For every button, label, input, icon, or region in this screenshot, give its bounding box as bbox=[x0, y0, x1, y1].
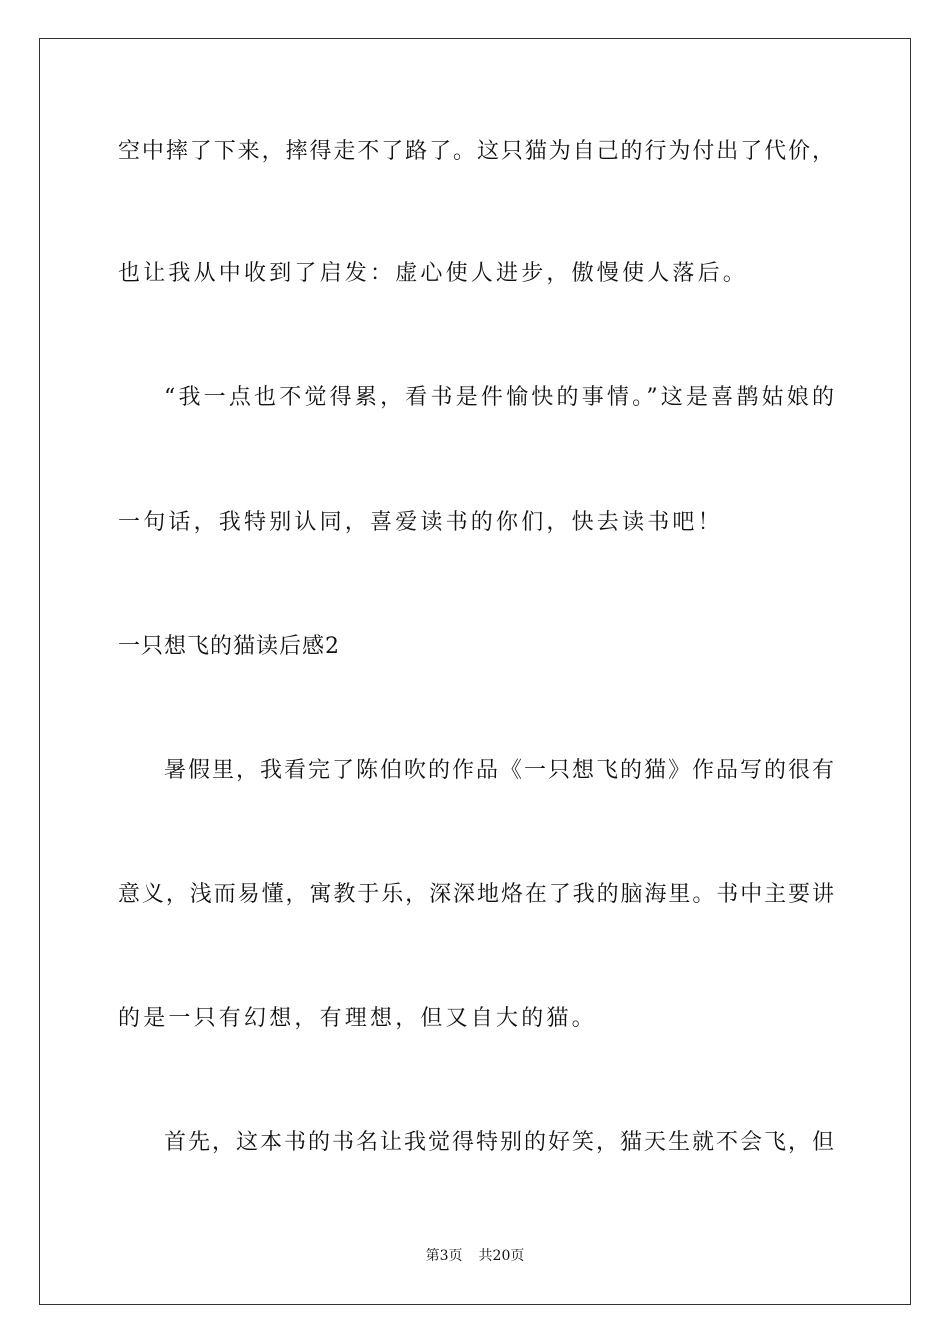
paragraph-line-2: 也让我从中收到了启发：虚心使人进步，傲慢使人落后。 bbox=[118, 261, 749, 286]
page-total: 共20页 bbox=[478, 1248, 525, 1264]
section-heading: 一只想飞的猫读后感2 bbox=[118, 634, 340, 659]
paragraph-line-8: 首先，这本书的书名让我觉得特别的好笑，猫天生就不会飞，但 bbox=[164, 1130, 834, 1155]
paragraph-line-1: 空中摔了下来，摔得走不了路了。这只猫为自己的行为付出了代价， bbox=[118, 139, 834, 164]
paragraph-line-6: 意义，浅而易懂，寓教于乐，深深地烙在了我的脑海里。书中主要讲 bbox=[118, 882, 834, 907]
page-number: 第3页 bbox=[425, 1248, 463, 1264]
paragraph-line-3: “我一点也不觉得累，看书是件愉快的事情。”这是喜鹊姑娘的 bbox=[164, 385, 834, 410]
page-border bbox=[39, 38, 911, 1305]
paragraph-line-7: 的是一只有幻想，有理想，但又自大的猫。 bbox=[118, 1006, 597, 1031]
page-footer bbox=[0, 1247, 950, 1265]
paragraph-line-4: 一句话，我特别认同，喜爱读书的你们，快去读书吧！ bbox=[118, 510, 723, 535]
paragraph-line-5: 暑假里，我看完了陈伯吹的作品《一只想飞的猫》作品写的很有 bbox=[164, 758, 834, 783]
